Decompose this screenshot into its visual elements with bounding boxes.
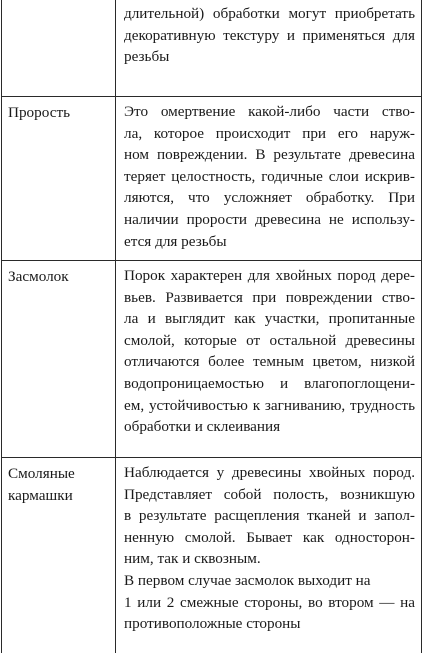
defect-name: Прорость bbox=[8, 104, 71, 121]
defect-description-cell bbox=[116, 0, 422, 97]
description-line: смолой, которые от остальной древесины bbox=[124, 331, 415, 349]
description-line: ном повреждении. В результате древесина bbox=[124, 146, 415, 164]
wood-defects-table bbox=[1, 0, 422, 653]
defect-name-cell bbox=[2, 458, 116, 653]
description-line: Порок характерен для хвойных пород дере- bbox=[124, 267, 415, 284]
description-line: отличаются более темным цветом, низкой bbox=[124, 353, 415, 371]
description-line: ла и выглядит как участки, пропитанные bbox=[124, 310, 415, 328]
defect-name-cell bbox=[2, 97, 116, 261]
defect-description-cell bbox=[116, 97, 422, 261]
description-line: обработки и склеивания bbox=[124, 418, 281, 436]
defect-name: кармашки bbox=[8, 486, 73, 504]
description-line: декоративную текстуру и применяться для bbox=[124, 26, 415, 44]
description-line: ется для резьбы bbox=[124, 232, 227, 250]
description-line: 1 или 2 смежные стороны, во втором — на bbox=[124, 593, 415, 611]
description-line: В первом случае засмолок выходит на bbox=[124, 571, 371, 589]
defect-description-cell bbox=[116, 261, 422, 458]
description-line: Это омертвение какой-либо части ство- bbox=[124, 103, 415, 120]
table-row bbox=[2, 97, 422, 261]
description-line: вьев. Развивается при повреждении ство- bbox=[124, 288, 415, 306]
description-line: наличии прорости древесина не использу- bbox=[124, 210, 415, 228]
table-row bbox=[2, 458, 422, 653]
description-line: Представляет собой полость, возникшую bbox=[124, 485, 415, 503]
defect-description-cell bbox=[116, 458, 422, 653]
description-line: резьбы bbox=[124, 48, 170, 66]
table-row bbox=[2, 0, 422, 97]
description-line: ляются, что усложняет обработку. При bbox=[124, 189, 415, 207]
defect-name: Засмолок bbox=[8, 268, 69, 285]
defect-name-cell bbox=[2, 261, 116, 458]
description-line: теряет целостность, годичные слои искрив- bbox=[124, 167, 415, 185]
defect-name: Смоляные bbox=[8, 465, 75, 482]
description-line: Наблюдается у древесины хвойных пород. bbox=[124, 464, 415, 481]
description-line: длительной) обработки могут приобретать bbox=[124, 5, 415, 22]
table-row bbox=[2, 261, 422, 458]
description-line: ла, которое происходит при его наруж- bbox=[124, 124, 415, 142]
description-line: ем, устойчивостью к загниванию, трудность bbox=[124, 396, 415, 414]
description-line: ним, так и сквозным. bbox=[124, 550, 261, 568]
description-line: противоположные стороны bbox=[124, 615, 301, 633]
description-line: в результате расщепления тканей и запол- bbox=[124, 507, 415, 525]
description-line: водопроницаемостью и влагопоглощени- bbox=[124, 374, 415, 392]
description-line: ненную смолой. Бывает как односторон- bbox=[124, 528, 415, 546]
defect-name-cell bbox=[2, 0, 116, 97]
